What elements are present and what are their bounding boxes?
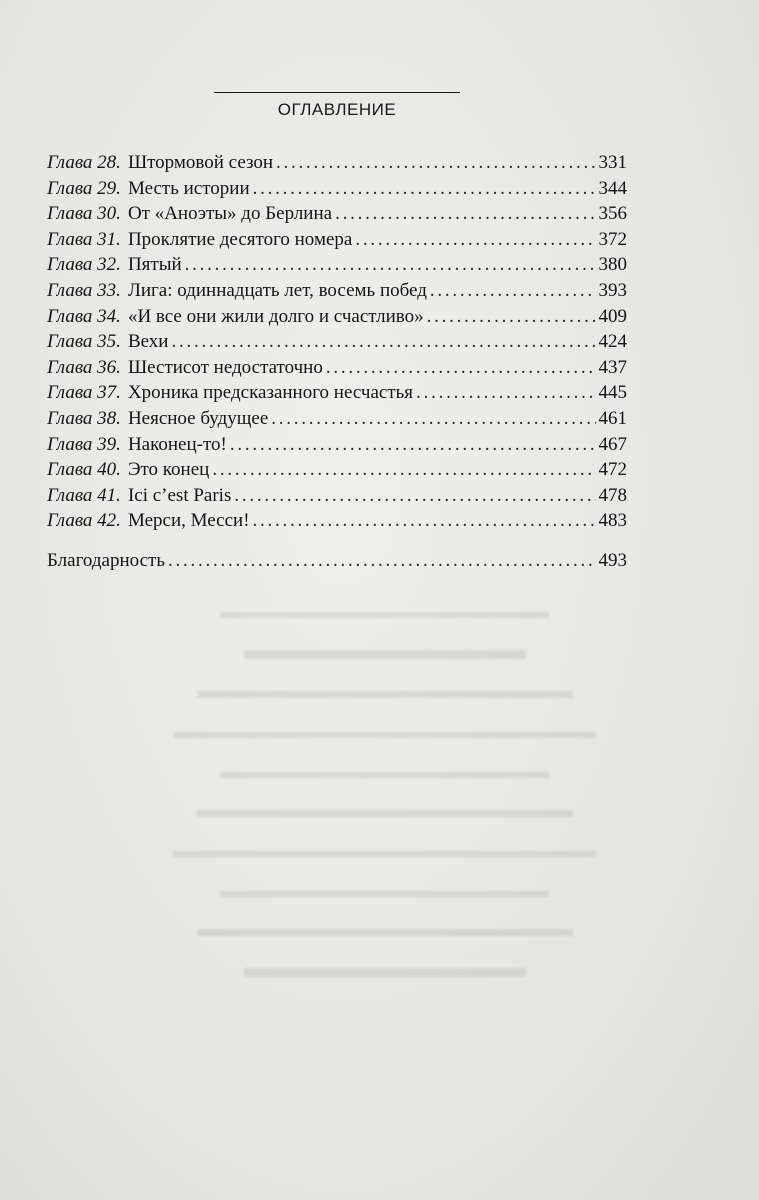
chapter-number: Глава 30.: [47, 203, 121, 225]
page-number: 380: [598, 254, 627, 276]
dot-leader: [416, 380, 595, 406]
show-through-bleed: [150, 600, 620, 1100]
toc-entry-39: [47, 432, 627, 458]
chapter-number: Глава 29.: [47, 177, 121, 199]
page-number: 461: [598, 407, 627, 429]
chapter-title: Лига: одиннадцать лет, восемь побед: [127, 279, 427, 301]
dot-leader: [326, 355, 596, 381]
page-number: 493: [598, 549, 627, 571]
chapter-number: Глава 35.: [47, 331, 121, 353]
chapter-number: Глава 41.: [47, 484, 121, 506]
page-number: 356: [598, 203, 627, 225]
chapter-title: Вехи: [127, 331, 169, 353]
toc-entry-28: [47, 150, 627, 176]
chapter-title: Пятый: [127, 254, 182, 276]
toc-entry-33: [47, 278, 627, 304]
page-number: 483: [598, 510, 627, 532]
page-number: 372: [598, 228, 627, 250]
toc-entry-31: [47, 227, 627, 253]
toc-entry-32: [47, 252, 627, 278]
dot-leader: [335, 201, 595, 227]
chapter-title: От «Аноэты» до Берлина: [127, 203, 333, 225]
header-rule: [214, 92, 460, 93]
chapter-title: Это конец: [127, 459, 210, 481]
page-number: 467: [598, 433, 627, 455]
dot-leader: [427, 304, 596, 330]
toc-entry-41: [47, 483, 627, 509]
toc-entry-37: [47, 380, 627, 406]
toc-entry-35: [47, 329, 627, 355]
dot-leader: [185, 252, 596, 278]
toc-entry-40: [47, 457, 627, 483]
chapter-number: Глава 36.: [47, 356, 121, 378]
dot-leader: [253, 176, 596, 202]
dot-leader: [234, 483, 595, 509]
chapter-number: Глава 32.: [47, 254, 121, 276]
dot-leader: [168, 548, 596, 574]
toc-entry-30: [47, 201, 627, 227]
chapter-title: Ici c’est Paris: [127, 484, 232, 506]
chapter-number: Глава 31.: [47, 228, 121, 250]
dot-leader: [253, 508, 596, 534]
dot-leader: [271, 406, 595, 432]
chapter-title: Штормовой сезон: [127, 152, 274, 173]
page-number: 478: [598, 484, 627, 506]
chapter-number: Глава 28.: [47, 152, 121, 173]
toc-entry-42: [47, 508, 627, 534]
table-of-contents: [47, 150, 627, 574]
chapter-title: Хроника предсказанного несчастья: [127, 382, 414, 404]
page-number: 344: [598, 177, 627, 199]
chapter-title: Проклятие десятого номера: [127, 228, 353, 250]
chapter-title: Месть истории: [127, 177, 250, 199]
page-number: 424: [598, 331, 627, 353]
page-number: 445: [598, 382, 627, 404]
dot-leader: [276, 150, 595, 176]
page-number: 472: [598, 459, 627, 481]
toc-entry-36: [47, 355, 627, 381]
chapter-title: Неясное будущее: [127, 407, 269, 429]
dot-leader: [230, 432, 596, 458]
toc-entry-34: [47, 304, 627, 330]
chapter-number: Глава 37.: [47, 382, 121, 404]
chapter-number: Глава 42.: [47, 510, 121, 532]
chapter-number: Глава 33.: [47, 279, 121, 301]
dot-leader: [212, 457, 595, 483]
chapter-number: Глава 38.: [47, 407, 121, 429]
section-title: Благодарность: [47, 549, 165, 571]
toc-entry-acknowledgements: [47, 548, 627, 574]
dot-leader: [430, 278, 596, 304]
page-number: 409: [598, 305, 627, 327]
chapter-title: Шестисот недостаточно: [127, 356, 323, 378]
toc-entry-29: [47, 176, 627, 202]
section-spacer: [47, 534, 627, 548]
chapter-title: Наконец-то!: [127, 433, 227, 455]
chapter-title: «И все они жили долго и счастливо»: [127, 305, 424, 327]
page-title: ОГЛАВЛЕНИЕ: [277, 100, 397, 119]
dot-leader: [355, 227, 595, 253]
chapter-number: Глава 34.: [47, 305, 121, 327]
page-number: 437: [598, 356, 627, 378]
chapter-number: Глава 39.: [47, 433, 121, 455]
page-number: 331: [598, 152, 627, 173]
toc-entry-38: [47, 406, 627, 432]
chapter-number: Глава 40.: [47, 459, 121, 481]
chapter-title: Мерси, Месси!: [127, 510, 250, 532]
page-number: 393: [598, 279, 627, 301]
dot-leader: [171, 329, 595, 355]
